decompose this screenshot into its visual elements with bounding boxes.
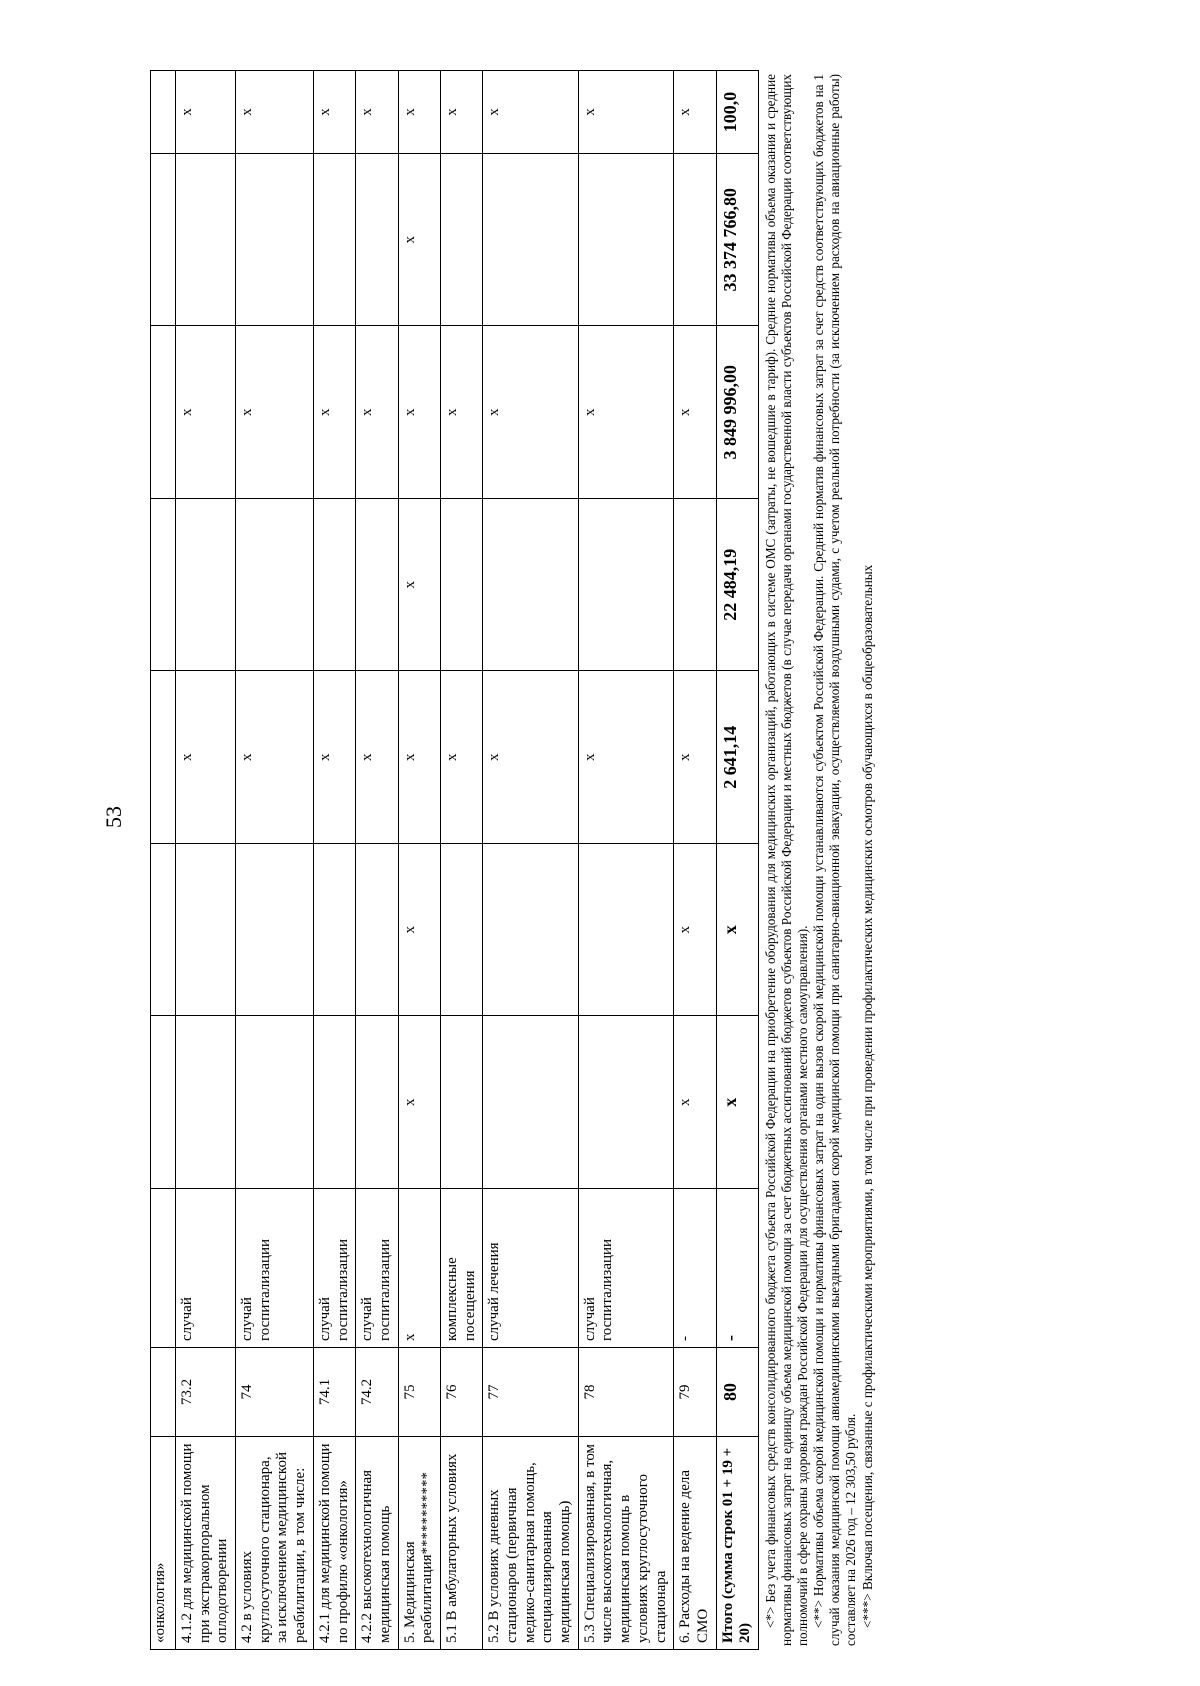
- cell-c3: x: [356, 671, 398, 844]
- cell-c5: x: [356, 326, 398, 499]
- footnotes: [759, 70, 876, 1650]
- cell-c1: [356, 1016, 398, 1189]
- cell-unit: -: [674, 1189, 716, 1348]
- cell: [151, 326, 176, 499]
- cell-c7: x: [398, 71, 440, 154]
- cell-c5: x: [440, 326, 482, 499]
- cell-c4: [356, 499, 398, 672]
- cell-c4: [578, 499, 673, 672]
- cell-c4: 22 484,19: [716, 499, 758, 672]
- cell-c4: [176, 499, 236, 672]
- cell-c4: x: [398, 499, 440, 672]
- cell-c1: [440, 1016, 482, 1189]
- cell-c6: 33 374 766,80: [716, 154, 758, 327]
- cell-c1: [176, 1016, 236, 1189]
- cell-c5: x: [236, 326, 314, 499]
- cell-c1: [313, 1016, 355, 1189]
- table-row: [176, 71, 236, 1650]
- cell-name: 5. Медицинская реабилитация***********: [398, 1437, 440, 1650]
- table-row: [483, 71, 578, 1650]
- cell-c2: [483, 844, 578, 1017]
- page-number: 53: [101, 806, 126, 828]
- cell-c5: x: [176, 326, 236, 499]
- cell-c1: x: [398, 1016, 440, 1189]
- cell-c3: 2 641,14: [716, 671, 758, 844]
- cell-unit: случай: [176, 1189, 236, 1348]
- cell-num: 80: [716, 1348, 758, 1437]
- cell-c7: x: [578, 71, 673, 154]
- cell-c7: x: [176, 71, 236, 154]
- cell-name: 5.2 В условиях дневных стационаров (первичная медико-санитарная помощь, специализированная медицинская помощь): [483, 1437, 578, 1650]
- cell-c5: x: [313, 326, 355, 499]
- rotated-content: [150, 70, 1130, 1650]
- cell-c3: x: [398, 671, 440, 844]
- cell-c5: 3 849 996,00: [716, 326, 758, 499]
- cell-c2: [236, 844, 314, 1017]
- footnote: <***> Включая посещения, связанные с профилактическими мероприятиями, в том числе при проведении профилактических медицинских осмотров обучающихся в общеобразовательных: [859, 564, 875, 1628]
- cell-c1: [236, 1016, 314, 1189]
- cell: [151, 71, 176, 154]
- cell-c7: 100,0: [716, 71, 758, 154]
- cell-c7: x: [313, 71, 355, 154]
- cell-c7: x: [440, 71, 482, 154]
- cell: [151, 1016, 176, 1189]
- cell-name: 6. Расходы на ведение дела СМО: [674, 1437, 716, 1650]
- cell-c3: x: [313, 671, 355, 844]
- cell-c7: x: [236, 71, 314, 154]
- cell-c6: [440, 154, 482, 327]
- cell-c6: [313, 154, 355, 327]
- cell-unit: -: [716, 1189, 758, 1348]
- cell-num: 78: [578, 1348, 673, 1437]
- cell-c3: x: [483, 671, 578, 844]
- cell-c6: [674, 154, 716, 327]
- total-row: [716, 71, 758, 1650]
- cell-c4: [440, 499, 482, 672]
- cell-c6: [483, 154, 578, 327]
- cell-unit: [151, 1189, 176, 1348]
- cell-c1: [578, 1016, 673, 1189]
- cell-num: 73.2: [176, 1348, 236, 1437]
- cell-num: [151, 1348, 176, 1437]
- cell-unit: случай госпитализации: [236, 1189, 314, 1348]
- table-row: [398, 71, 440, 1650]
- cell-c4: [236, 499, 314, 672]
- cell-num: 74.1: [313, 1348, 355, 1437]
- cell-c1: x: [674, 1016, 716, 1189]
- cell-c6: x: [398, 154, 440, 327]
- table-row: [356, 71, 398, 1650]
- cell-c4: [674, 499, 716, 672]
- cell-c2: x: [716, 844, 758, 1017]
- cell-c3: x: [578, 671, 673, 844]
- cell-unit: случай госпитализации: [356, 1189, 398, 1348]
- cell-c7: x: [483, 71, 578, 154]
- cell-name: 5.1 В амбулаторных условиях: [440, 1437, 482, 1650]
- cell-c1: x: [716, 1016, 758, 1189]
- table-row: [236, 71, 314, 1650]
- cell-c2: [578, 844, 673, 1017]
- cell-num: 75: [398, 1348, 440, 1437]
- cell-unit: x: [398, 1189, 440, 1348]
- cell-num: 79: [674, 1348, 716, 1437]
- cell-c2: [440, 844, 482, 1017]
- table-row: [440, 71, 482, 1650]
- cell-c6: [176, 154, 236, 327]
- finance-table: [150, 70, 759, 1650]
- cell-c3: x: [176, 671, 236, 844]
- cell: [151, 154, 176, 327]
- cell: [151, 499, 176, 672]
- cell-c2: [313, 844, 355, 1017]
- cell-c7: x: [356, 71, 398, 154]
- cell-c6: [236, 154, 314, 327]
- cell-c5: x: [398, 326, 440, 499]
- cell-num: 76: [440, 1348, 482, 1437]
- cell-c2: x: [674, 844, 716, 1017]
- cell-name: 5.3 Специализированная, в том числе высокотехнологичная, медицинская помощь в условиях круглосуточного стационара: [578, 1437, 673, 1650]
- cell-name: 4.1.2 для медицинской помощи при экстракорпоральном оплодотворении: [176, 1437, 236, 1650]
- cell-c3: x: [440, 671, 482, 844]
- cell-c4: [313, 499, 355, 672]
- cell-c2: [176, 844, 236, 1017]
- cell-unit: случай госпитализации: [313, 1189, 355, 1348]
- cell-num: 74: [236, 1348, 314, 1437]
- cell-name: «онкология»: [151, 1437, 176, 1650]
- cell-unit: случай лечения: [483, 1189, 578, 1348]
- cell-name: 4.2.2 высокотехнологичная медицинская помощь: [356, 1437, 398, 1650]
- table-row: [151, 71, 176, 1650]
- cell-name: Итого (сумма строк 01 + 19 + 20): [716, 1437, 758, 1650]
- cell-c1: [483, 1016, 578, 1189]
- cell-c4: [483, 499, 578, 672]
- cell-c2: [356, 844, 398, 1017]
- cell-c2: x: [398, 844, 440, 1017]
- cell-c6: [578, 154, 673, 327]
- cell-c3: x: [674, 671, 716, 844]
- cell: [151, 844, 176, 1017]
- footnote: <*> Без учета финансовых средств консолидированного бюджета субъекта Российской Федерации на приобретение оборудования для медицинских организаций, работающих в системе ОМС (затраты, не вошедшие в тариф). Средние нормативы объема оказания и средние нормативы финансовых затрат на единицу объема медицинской помощи за счет бюджетных ассигнований бюджетов субъектов Российской Федерации и местных бюджетов (в случае передачи органами государственной власти субъектов Российской Федерации соответствующих полномочий в сфере охраны здоровья граждан Российской Федерации для осуществления органами местного самоуправления).: [762, 74, 811, 1646]
- cell-c5: x: [578, 326, 673, 499]
- table-row: [578, 71, 673, 1650]
- cell-num: 77: [483, 1348, 578, 1437]
- table-row: [313, 71, 355, 1650]
- cell-c3: x: [236, 671, 314, 844]
- cell-name: 4.2.1 для медицинской помощи по профилю «онкология»: [313, 1437, 355, 1650]
- cell-c5: x: [483, 326, 578, 499]
- cell-name: 4.2 в условиях круглосуточного стационара, за исключением медицинской реабилитации, в том числе:: [236, 1437, 314, 1650]
- footnote: <**> Нормативы объема скорой медицинской помощи и нормативы финансовых затрат на один вызов скорой медицинской помощи устанавливаются субъектом Российской Федерации. Средний норматив финансовых затрат за счет средств соответствующих бюджетов на 1 случай оказания медицинской помощи авиамедицинскими выездными бригадами скорой медицинской помощи при санитарно-авиационной эвакуации, осуществляемой воздушными судами, с учетом реальной потребности (за исключением расходов на авиационные работы) составляет на 2026 год – 12 303,50 рубля.: [811, 74, 859, 1646]
- table-row: [674, 71, 716, 1650]
- cell-num: 74.2: [356, 1348, 398, 1437]
- cell-c7: x: [674, 71, 716, 154]
- finance-table-body: [151, 71, 759, 1650]
- cell: [151, 671, 176, 844]
- cell-c5: x: [674, 326, 716, 499]
- cell-unit: случай госпитализации: [578, 1189, 673, 1348]
- cell-c6: [356, 154, 398, 327]
- cell-unit: комплексные посещения: [440, 1189, 482, 1348]
